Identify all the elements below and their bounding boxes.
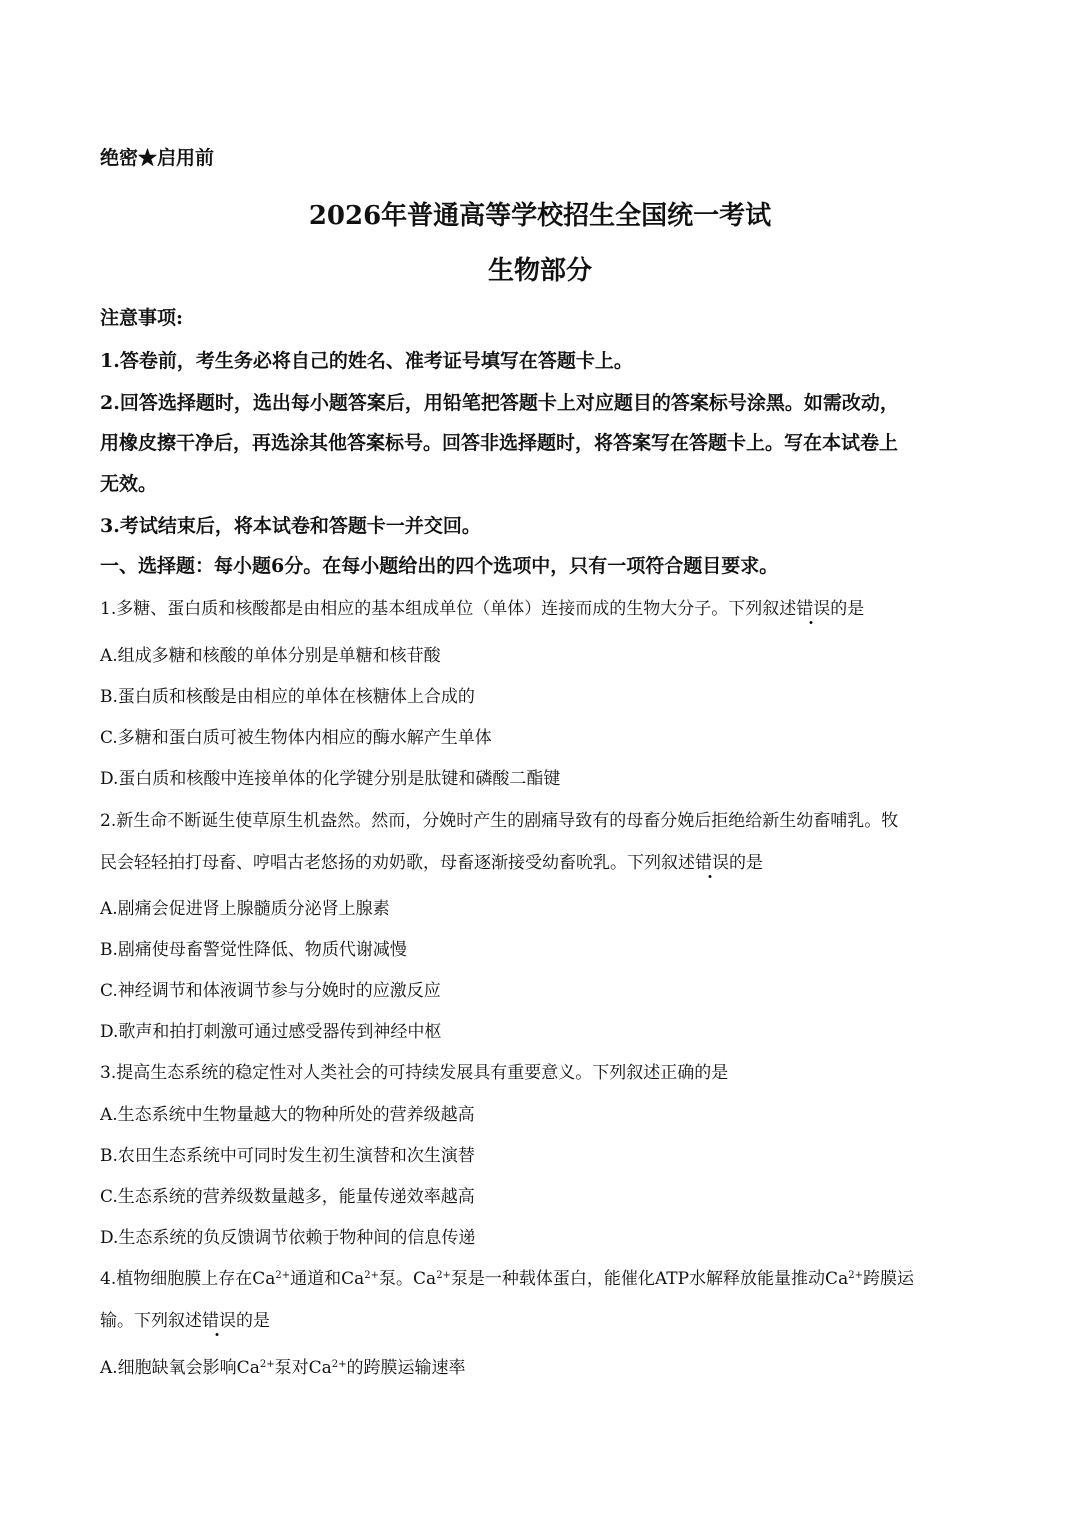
emphasis-text: 错误 bbox=[796, 594, 830, 619]
question-4-option-a bbox=[100, 1353, 465, 1378]
emphasis-text: 错误 bbox=[695, 848, 729, 873]
question-2-stem-line-2 bbox=[100, 848, 763, 873]
question-3-option-d: D.生态系统的负反馈调节依赖于物种间的信息传递 bbox=[100, 1228, 476, 1248]
question-1-stem-end: 的是 bbox=[830, 599, 865, 619]
question-4-text: 通道和Ca bbox=[290, 1269, 365, 1289]
question-2-option-b: B.剧痛使母畜警觉性降低、物质代谢减慢 bbox=[100, 940, 407, 960]
notice-item-3: 3.考试结束后，将本试卷和答题卡一并交回。 bbox=[100, 515, 481, 537]
question-1-option-c: C.多糖和蛋白质可被生物体内相应的酶水解产生单体 bbox=[100, 728, 492, 748]
option-text: 泵对Ca bbox=[274, 1358, 332, 1378]
question-2-option-d: D.歌声和拍打刺激可通过感受器传到神经中枢 bbox=[100, 1022, 442, 1042]
superscript: 2+ bbox=[331, 1359, 347, 1370]
section-1-heading: 一、选择题：每小题6分。在每小题给出的四个选项中，只有一项符合题目要求。 bbox=[100, 555, 779, 577]
question-4-text: 泵。Ca bbox=[379, 1269, 437, 1289]
question-4-stem-line-1 bbox=[100, 1264, 914, 1289]
question-1-option-b: B.蛋白质和核酸是由相应的单体在核糖体上合成的 bbox=[100, 687, 475, 707]
question-2-stem-text: 民会轻轻拍打母畜、哼唱古老悠扬的劝奶歌，母畜逐渐接受幼畜吮乳。下列叙述 bbox=[100, 853, 695, 873]
question-2-stem-end: 的是 bbox=[729, 853, 763, 873]
question-3-option-c: C.生态系统的营养级数量越多，能量传递效率越高 bbox=[100, 1187, 475, 1207]
superscript: 2+ bbox=[436, 1270, 451, 1281]
superscript: 2+ bbox=[848, 1270, 863, 1281]
notice-item-2-line-2: 用橡皮擦干净后，再选涂其他答案标号。回答非选择题时，将答案写在答题卡上。写在本试卷上 bbox=[100, 432, 899, 454]
question-4-text: 4.植物细胞膜上存在Ca bbox=[100, 1269, 276, 1289]
question-4-stem-line-2 bbox=[100, 1306, 270, 1331]
question-1-option-a: A.组成多糖和核酸的单体分别是单糖和核苷酸 bbox=[100, 646, 441, 666]
superscript: 2+ bbox=[259, 1359, 275, 1370]
notice-heading: 注意事项: bbox=[100, 307, 184, 329]
exam-subtitle: 生物部分 bbox=[487, 256, 592, 286]
question-2-option-a: A.剧痛会促进肾上腺髓质分泌肾上腺素 bbox=[100, 899, 390, 919]
notice-item-1: 1.答卷前，考生务必将自己的姓名、准考证号填写在答题卡上。 bbox=[100, 350, 633, 372]
exam-title: 2026年普通高等学校招生全国统一考试 bbox=[308, 201, 772, 231]
notice-item-2-line-1: 2.回答选择题时，选出每小题答案后，用铅笔把答题卡上对应题目的答案标号涂黑。如需改动， bbox=[100, 392, 899, 414]
option-text: A.细胞缺氧会影响Ca bbox=[100, 1358, 260, 1378]
question-4-text: 输。下列叙述 bbox=[100, 1311, 202, 1331]
question-1-stem-text: 1.多糖、蛋白质和核酸都是由相应的基本组成单位（单体）连接而成的生物大分子。下列叙述 bbox=[100, 599, 797, 619]
option-text: 的跨膜运输速率 bbox=[346, 1358, 466, 1378]
notice-item-2-line-3: 无效。 bbox=[100, 473, 158, 495]
confidential-mark: 绝密★启用前 bbox=[100, 147, 215, 169]
question-3-option-a: A.生态系统中生物量越大的物种所处的营养级越高 bbox=[100, 1105, 475, 1125]
question-2-stem-line-1: 2.新生命不断诞生使草原生机盎然。然而，分娩时产生的剧痛导致有的母畜分娩后拒绝给新生幼畜哺乳。牧 bbox=[100, 811, 899, 831]
question-4-text: 泵是一种载体蛋白，能催化ATP水解释放能量推动Ca bbox=[450, 1269, 849, 1289]
superscript: 2+ bbox=[275, 1270, 291, 1281]
emphasis-text: 错误 bbox=[202, 1306, 236, 1331]
question-1-option-d: D.蛋白质和核酸中连接单体的化学键分别是肽键和磷酸二酯键 bbox=[100, 769, 561, 789]
question-4-text: 跨膜运 bbox=[862, 1269, 914, 1289]
question-4-stem-end: 的是 bbox=[236, 1311, 270, 1331]
superscript: 2+ bbox=[364, 1270, 380, 1281]
question-2-option-c: C.神经调节和体液调节参与分娩时的应激反应 bbox=[100, 981, 441, 1001]
question-3-stem: 3.提高生态系统的稳定性对人类社会的可持续发展具有重要意义。下列叙述正确的是 bbox=[100, 1063, 729, 1083]
question-1-stem bbox=[100, 594, 864, 619]
question-3-option-b: B.农田生态系统中可同时发生初生演替和次生演替 bbox=[100, 1146, 475, 1166]
